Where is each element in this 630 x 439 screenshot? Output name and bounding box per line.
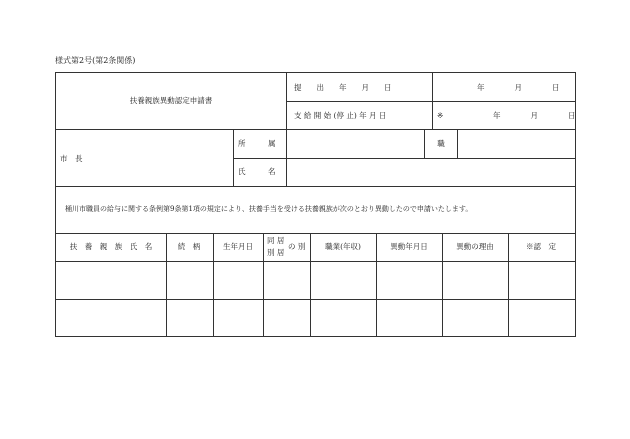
payment-date-label: 支 給 開 始 (停 止) 年 月 日 bbox=[294, 111, 387, 120]
form-title: 扶養親族異動認定申請書 bbox=[129, 96, 213, 105]
col-header-cohab-top: 同 居 bbox=[267, 236, 285, 245]
cell-cohab bbox=[264, 262, 310, 299]
cell-relation bbox=[167, 262, 213, 299]
divider-title-right bbox=[286, 73, 287, 129]
divider-affiliation-right bbox=[424, 129, 425, 158]
affiliation-field bbox=[287, 130, 424, 158]
col-header-approval: ※認 定 bbox=[526, 242, 556, 251]
cell-job bbox=[311, 262, 376, 299]
cell-approval bbox=[509, 262, 575, 299]
col-header-cohab-suffix: の 別 bbox=[288, 242, 306, 251]
divider-addressee-right bbox=[233, 129, 234, 186]
divider-statement bbox=[56, 233, 575, 234]
col-header-cohab-bottom: 別 居 bbox=[267, 248, 285, 257]
statement-text: 桶川市職員の給与に関する条例第9条第1項の規定により、扶養手当を受ける扶養親族が次のとおり異動したので申請いたします。 bbox=[65, 205, 473, 213]
cell-cohab bbox=[264, 300, 310, 337]
cell-reason bbox=[443, 300, 508, 337]
cell-reason bbox=[443, 262, 508, 299]
divider-date-left bbox=[432, 73, 433, 129]
cell-birth bbox=[214, 262, 263, 299]
form-frame bbox=[55, 72, 576, 337]
table-row bbox=[56, 262, 575, 299]
payment-mark: ※ bbox=[437, 111, 444, 120]
name-field bbox=[287, 159, 575, 186]
cell-name bbox=[56, 262, 166, 299]
name-label: 氏 名 bbox=[238, 167, 276, 176]
position-label: 職 bbox=[437, 139, 445, 148]
col-header-birth: 生年月日 bbox=[223, 242, 253, 251]
divider-applicant bbox=[56, 186, 575, 187]
position-field bbox=[458, 130, 575, 158]
col-header-job: 職業(年収) bbox=[325, 242, 361, 251]
affiliation-label: 所 属 bbox=[238, 139, 276, 148]
submit-date-label: 提 出 年 月 日 bbox=[294, 83, 392, 92]
col-header-relation: 続 柄 bbox=[177, 242, 201, 251]
cell-job bbox=[311, 300, 376, 337]
payment-date-value: 年 月 日 bbox=[493, 111, 576, 120]
divider-submit bbox=[286, 101, 575, 102]
col-header-change-date: 異動年月日 bbox=[390, 242, 428, 251]
table-row bbox=[56, 300, 575, 337]
submit-date-value: 年 月 日 bbox=[477, 83, 560, 92]
col-header-reason: 異動の理由 bbox=[456, 242, 494, 251]
cell-name bbox=[56, 300, 166, 337]
cell-birth bbox=[214, 300, 263, 337]
cell-change-date bbox=[377, 300, 442, 337]
cell-approval bbox=[509, 300, 575, 337]
cell-change-date bbox=[377, 262, 442, 299]
addressee: 市 長 bbox=[60, 154, 83, 163]
form-reference: 様式第2号(第2条関係) bbox=[55, 56, 136, 65]
col-header-name: 扶 養 親 族 氏 名 bbox=[69, 242, 153, 251]
cell-relation bbox=[167, 300, 213, 337]
